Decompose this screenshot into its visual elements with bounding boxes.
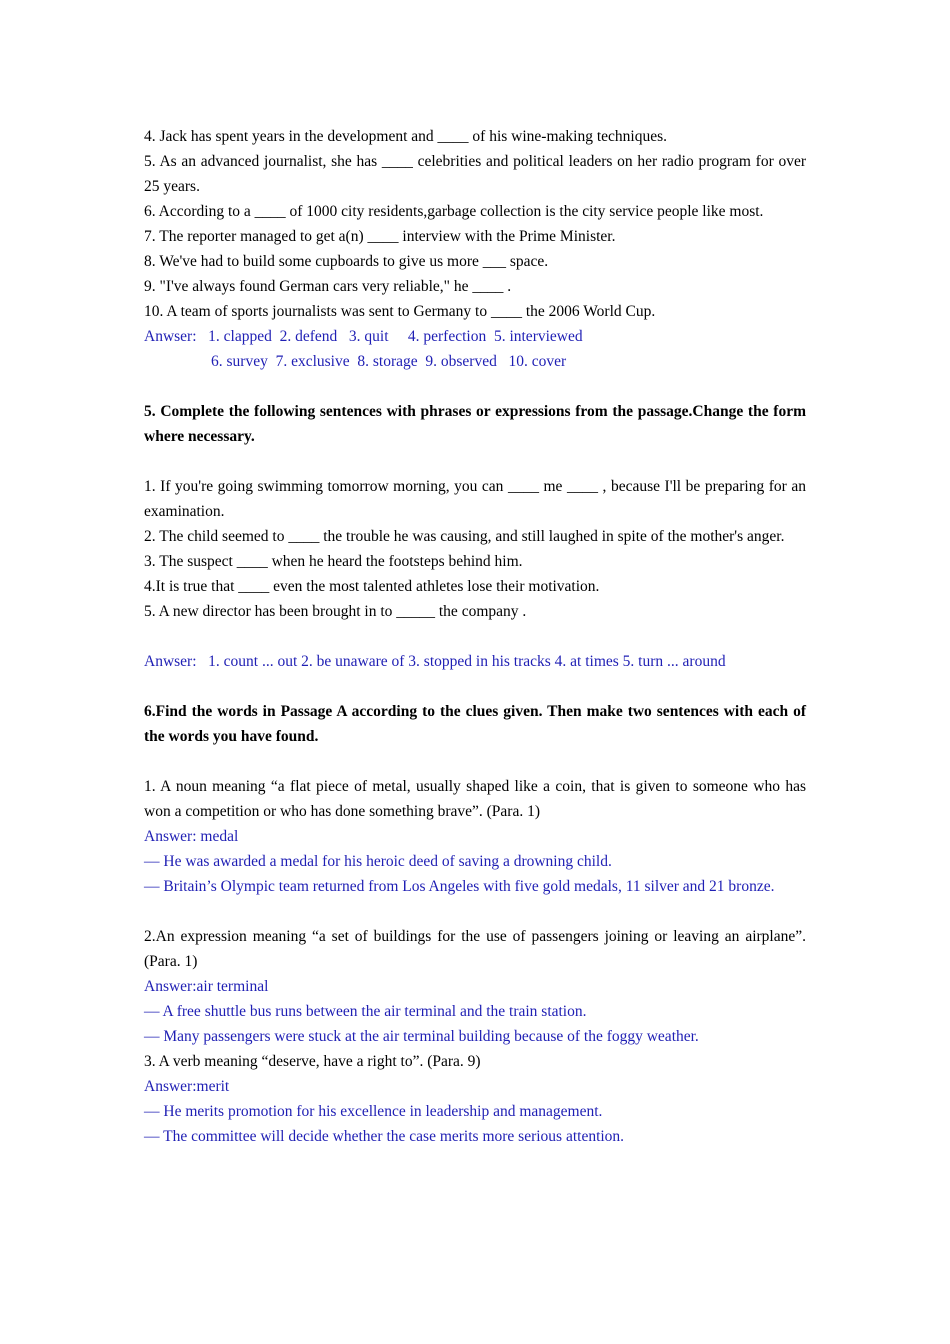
section-6 [144, 699, 806, 1149]
exercise-sentence-4: 4. Jack has spent years in the development and ____ of his wine-making techniques. [144, 128, 667, 145]
section-5-answers [144, 649, 806, 674]
question-1-clue: 1. A noun meaning “a flat piece of metal, usually shaped like a coin, that is given to someone who has won a competition or who has done something brave”. (Para. 1) [144, 778, 806, 820]
question-2-example-1: — A free shuttle bus runs between the air terminal and the train station. [144, 1003, 587, 1020]
spacer [144, 624, 806, 649]
section-5-sentence-3: 3. The suspect ____ when he heard the footsteps behind him. [144, 553, 523, 570]
question-3-example-2: — The committee will decide whether the case merits more serious attention. [144, 1128, 625, 1145]
section-4-exercises [144, 124, 806, 374]
question-2-clue: 2.An expression meaning “a set of buildings for the use of passengers joining or leaving an airplane”. (Para. 1) [144, 928, 806, 970]
spacer [144, 374, 806, 399]
document-page [144, 124, 806, 1149]
section-5-sentence-2: 2. The child seemed to ____ the trouble he was causing, and still laughed in spite of the mother's anger. [144, 528, 785, 545]
question-3 [144, 1049, 806, 1149]
exercise-sentence-5: 5. As an advanced journalist, she has ____ celebrities and political leaders on her radio program for over 25 years. [144, 153, 806, 195]
question-2 [144, 924, 806, 1049]
spacer [144, 674, 806, 699]
question-3-answer: Answer:merit [144, 1078, 230, 1095]
question-2-answer: Answer:air terminal [144, 978, 269, 995]
question-3-example-1: — He merits promotion for his excellence in leadership and management. [144, 1103, 603, 1120]
exercise-sentence-7: 7. The reporter managed to get a(n) ____ interview with the Prime Minister. [144, 228, 616, 245]
question-3-clue: 3. A verb meaning “deserve, have a right to”. (Para. 9) [144, 1053, 481, 1070]
question-1-answer: Answer: medal [144, 828, 239, 845]
exercise-sentence-8: 8. We've had to build some cupboards to give us more ___ space. [144, 253, 549, 270]
question-1 [144, 774, 806, 899]
section-4-answers [144, 324, 806, 374]
section-5-sentence-4: 4.It is true that ____ even the most talented athletes lose their motivation. [144, 578, 600, 595]
question-2-example-2: — Many passengers were stuck at the air terminal building because of the foggy weather. [144, 1028, 699, 1045]
section-5-answer-line: Anwser: 1. count ... out 2. be unaware of 3. stopped in his tracks 4. at times 5. turn ... around [144, 653, 726, 670]
answer-line-1: Anwser: 1. clapped 2. defend 3. quit 4. perfection 5. interviewed [144, 328, 583, 345]
question-1-example-2: — Britain’s Olympic team returned from Los Angeles with five gold medals, 11 silver and 21 bronze. [144, 878, 775, 895]
exercise-sentence-9: 9. "I've always found German cars very reliable," he ____ . [144, 278, 512, 295]
exercise-sentence-10: 10. A team of sports journalists was sent to Germany to ____ the 2006 World Cup. [144, 303, 656, 320]
spacer [144, 899, 806, 924]
exercise-sentence-6: 6. According to a ____ of 1000 city residents,garbage collection is the city service people like most. [144, 203, 764, 220]
section-6-heading: 6.Find the words in Passage A according to the clues given. Then make two sentences with each of the words you have found. [144, 703, 806, 745]
section-5 [144, 399, 806, 674]
question-1-example-1: — He was awarded a medal for his heroic deed of saving a drowning child. [144, 853, 612, 870]
spacer [144, 449, 806, 474]
section-5-sentence-1: 1. If you're going swimming tomorrow morning, you can ____ me ____ , because I'll be preparing for an examination. [144, 478, 806, 520]
section-5-heading: 5. Complete the following sentences with phrases or expressions from the passage.Change the form where necessary. [144, 403, 806, 445]
answer-line-2: 6. survey 7. exclusive 8. storage 9. observed 10. cover [211, 353, 567, 370]
spacer [144, 749, 806, 774]
section-5-sentence-5: 5. A new director has been brought in to _____ the company . [144, 603, 527, 620]
